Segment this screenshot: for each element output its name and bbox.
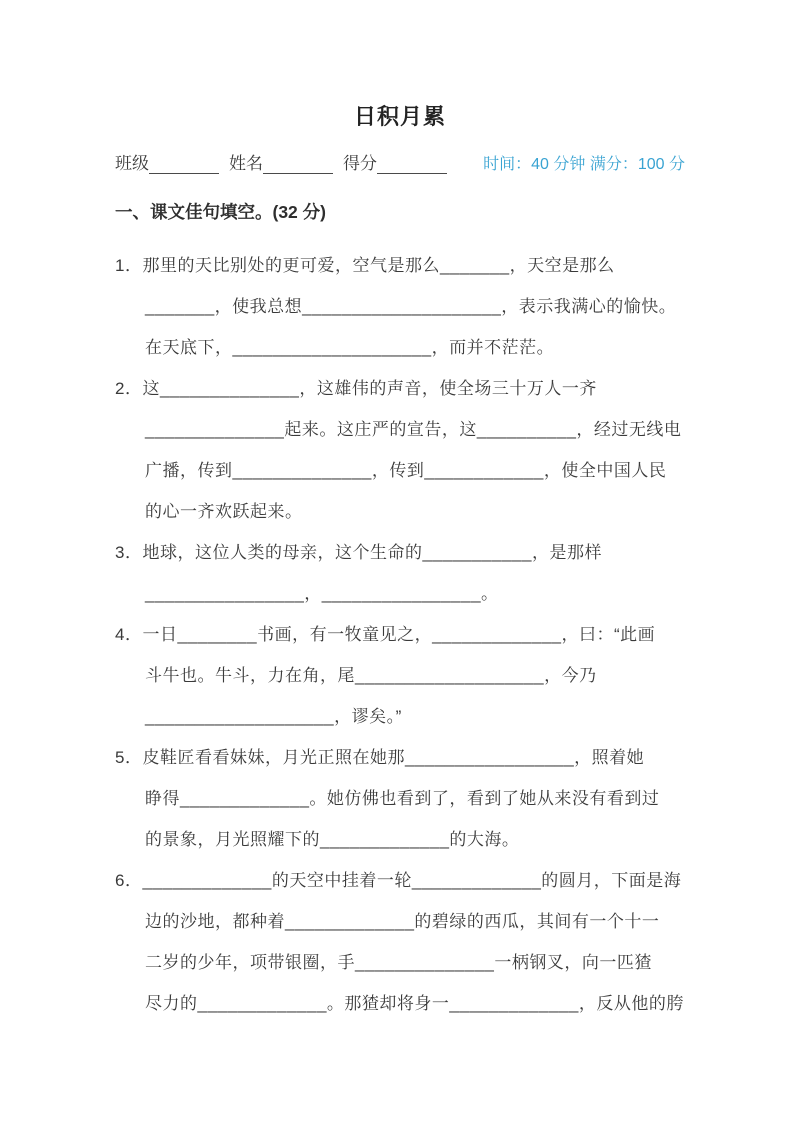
question-1-line-1: 1．那里的天比别处的更可爱，空气是那么_______，天空是那么	[115, 256, 615, 275]
student-info-row	[115, 149, 685, 174]
question-6-line-3: 二岁的少年，项带银圈，手______________一柄钢叉，向一匹猹	[145, 953, 652, 972]
question-2-line-2: ______________起来。这庄严的宣告，这__________，经过无线电	[145, 420, 682, 439]
class-label: 班级	[115, 154, 149, 173]
question-6-line-4: 尽力的_____________。那猹却将身一_____________，反从他的胯	[145, 994, 684, 1013]
question-4-line-3: ___________________，谬矣。”	[145, 707, 402, 726]
question-6-line-1: 6．_____________的天空中挂着一轮_____________的圆月，下面是海	[115, 871, 682, 890]
question-2-line-1: 2．这______________，这雄伟的声音，使全场三十万人一齐	[115, 379, 597, 398]
question-5-line-1: 5．皮鞋匠看看妹妹，月光正照在她那_________________，照着她	[115, 748, 645, 767]
name-blank[interactable]	[263, 154, 333, 174]
class-field	[115, 149, 219, 174]
name-label: 姓名	[229, 154, 263, 173]
question-5-line-2: 睁得_____________。她仿佛也看到了，看到了她从来没有看到过	[145, 789, 660, 808]
score-blank[interactable]	[377, 154, 447, 174]
score-field	[343, 149, 447, 174]
score-label: 得分	[343, 154, 377, 173]
question-6-line-2: 边的沙地，都种着_____________的碧绿的西瓜，其间有一个十一	[145, 912, 660, 931]
question-list	[115, 245, 685, 1024]
question-4-line-2: 斗牛也。牛斗，力在角，尾___________________，今乃	[145, 666, 597, 685]
question-1-line-3: 在天底下，____________________，而并不茫茫。	[145, 338, 555, 357]
question-3-line-1: 3．地球，这位人类的母亲，这个生命的___________，是那样	[115, 543, 602, 562]
question-1-line-2: _______，使我总想____________________，表示我满心的愉快。	[145, 297, 677, 316]
name-field	[229, 149, 333, 174]
question-4-line-1: 4．一日________书画，有一牧童见之，_____________，曰：“此画	[115, 625, 656, 644]
question-2-line-4: 的心一齐欢跃起来。	[145, 502, 303, 521]
section-heading: 一、课文佳句填空。(32 分)	[115, 202, 326, 222]
question-5-line-3: 的景象，月光照耀下的_____________的大海。	[145, 830, 520, 849]
question-3-line-2: ________________，________________。	[145, 584, 499, 603]
class-blank[interactable]	[149, 154, 219, 174]
time-score-info: 时间：40 分钟 满分：100 分	[483, 156, 685, 173]
page-title: 日积月累	[353, 104, 446, 129]
question-2-line-3: 广播，传到______________，传到____________，使全中国人民	[145, 461, 667, 480]
